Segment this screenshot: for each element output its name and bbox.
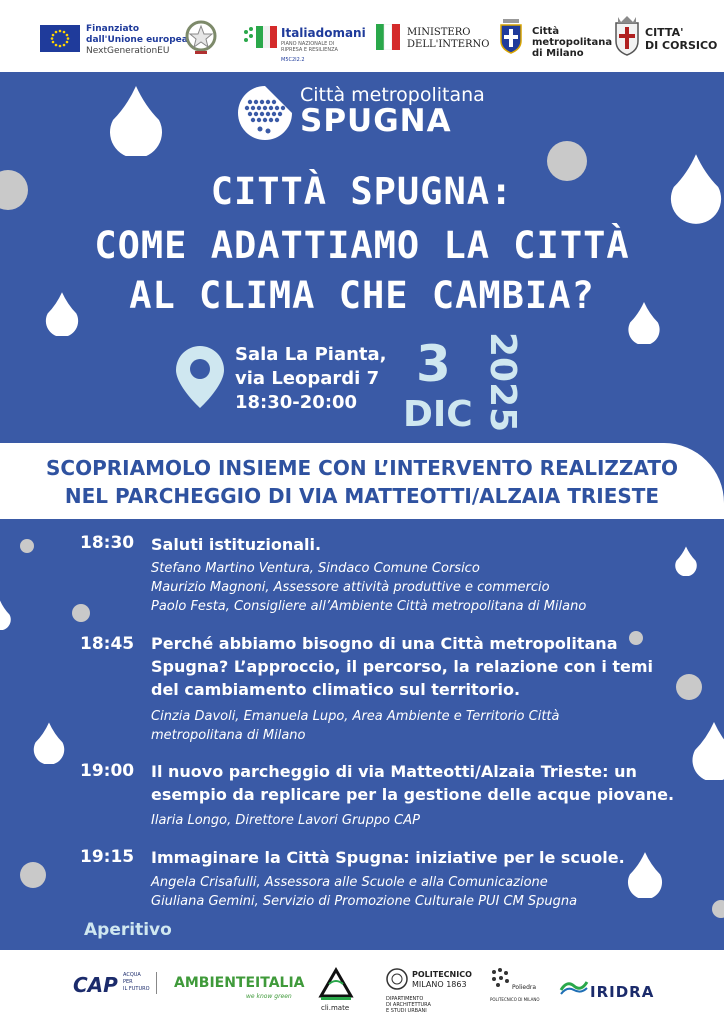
- cap-tag-3: IL FUTURO: [123, 986, 150, 992]
- milano-text-1: Città: [532, 26, 560, 37]
- corsico-crest-icon: [612, 15, 642, 61]
- milano-text-2: metropolitana: [532, 37, 613, 48]
- logo-bar-top: [0, 0, 724, 72]
- aperitivo-label: Aperitivo: [84, 920, 172, 940]
- program-time: 18:45: [80, 634, 135, 654]
- brand-line-1: Città metropolitana: [300, 84, 485, 106]
- event-month: DIC: [403, 394, 473, 435]
- italiadomani-text: Italiadomani: [281, 26, 366, 40]
- eu-text-2: dall'Unione europea: [86, 35, 188, 45]
- subtitle-line-2: NEL PARCHEGGIO DI VIA MATTEOTTI/ALZAIA TRIESTE: [64, 484, 660, 508]
- climate-logo-icon: [315, 966, 357, 1006]
- program-speaker: Giuliana Gemini, Servizio di Promozione Culturale PUI CM Spugna: [151, 894, 578, 909]
- citta-spugna-logo-icon: [234, 84, 296, 144]
- program-speaker: Maurizio Magnoni, Assessore attività produttive e commercio: [151, 580, 550, 595]
- program-time: 19:00: [80, 761, 135, 781]
- title-line-1: CITTÀ SPUGNA:: [210, 170, 514, 213]
- cap-logo: CAP: [73, 973, 118, 997]
- repubblica-emblem-icon: [184, 18, 218, 60]
- polimi-text-2: MILANO 1863: [412, 980, 467, 989]
- event-year: 2025: [482, 332, 523, 433]
- brand-line-2: SPUGNA: [300, 103, 452, 139]
- italiadomani-sub: PIANO NAZIONALE DI RIPRESA E RESILIENZA: [281, 41, 338, 53]
- eu-text-1: Finanziato: [86, 24, 140, 34]
- program-speaker: Ilaria Longo, Direttore Lavori Gruppo CAP: [151, 813, 420, 828]
- program-title: esempio da replicare per la gestione delle acque piovane.: [151, 785, 675, 804]
- ministero-text-1: MINISTERO: [407, 27, 471, 38]
- program-speaker: Angela Crisafulli, Assessora alle Scuole e alla Comunicazione: [151, 875, 548, 890]
- italiadomani-code: M5C2I2.2: [281, 57, 305, 63]
- ambienteitalia-logo: AMBIENTEITALIA: [174, 975, 305, 991]
- milano-text-3: di Milano: [532, 48, 584, 59]
- program-speaker: Cinzia Davoli, Emanuela Lupo, Area Ambiente e Territorio Città: [151, 709, 560, 724]
- location-pin-icon: [176, 346, 224, 412]
- poliedra-sub: POLITECNICO DI MILANO: [490, 997, 540, 1002]
- cap-tag-2: PER: [123, 979, 133, 985]
- event-address: via Leopardi 7: [235, 368, 380, 389]
- subtitle-line-1: SCOPRIAMOLO INSIEME CON L’INTERVENTO REALIZZATO: [46, 456, 678, 480]
- water-drop-icon: [690, 722, 724, 780]
- italian-flag-icon: [376, 24, 400, 50]
- polimi-dept-3: E STUDI URBANI: [386, 1008, 427, 1014]
- ministero-text-2: DELL'INTERNO: [407, 39, 490, 50]
- program-speaker: Paolo Festa, Consigliere all’Ambiente Città metropolitana di Milano: [151, 599, 587, 614]
- decorative-dot: [20, 862, 46, 888]
- polimi-dept-1: DIPARTIMENTO: [386, 996, 424, 1002]
- program-speaker: metropolitana di Milano: [151, 728, 306, 743]
- corsico-text-2: DI CORSICO: [645, 39, 718, 52]
- program-title: Il nuovo parcheggio di via Matteotti/Alzaia Trieste: un: [151, 762, 637, 781]
- ambienteitalia-tag: we know green: [246, 993, 292, 1000]
- climate-text: cli.mate: [321, 1004, 350, 1012]
- polimi-seal-icon: [386, 968, 408, 994]
- italiadomani-logo-icon: [242, 24, 278, 54]
- corsico-text-1: CITTA': [645, 26, 684, 39]
- polimi-dept-2: DI ARCHITETTURA: [386, 1002, 431, 1008]
- iridra-logo-icon: [559, 976, 589, 1000]
- iridra-text: IRIDRA: [590, 983, 655, 1001]
- program-title: Immaginare la Città Spugna: iniziative per le scuole.: [151, 848, 625, 867]
- event-venue: Sala La Pianta,: [235, 344, 387, 365]
- program-time: 18:30: [80, 533, 135, 553]
- poliedra-text: Poliedra: [512, 984, 537, 991]
- program-title: Perché abbiamo bisogno di una Città metropolitana: [151, 634, 618, 653]
- program-title: Spugna? L’approccio, il percorso, la relazione con i temi: [151, 657, 654, 676]
- divider: [156, 972, 157, 994]
- milano-crest-icon: [497, 15, 525, 59]
- event-hours: 18:30-20:00: [235, 392, 358, 413]
- logo-bar-bottom: [0, 950, 724, 1024]
- program-speaker: Stefano Martino Ventura, Sindaco Comune Corsico: [151, 561, 480, 576]
- poliedra-logo-icon: [488, 966, 512, 994]
- program-title: del cambiamento climatico sul territorio.: [151, 680, 521, 699]
- title-line-3: AL CLIMA CHE CAMBIA?: [129, 274, 595, 317]
- water-drop-icon: [32, 722, 66, 764]
- eu-text-3: NextGenerationEU: [86, 46, 170, 56]
- decorative-dot: [712, 900, 724, 918]
- program-time: 19:15: [80, 847, 135, 867]
- water-drop-icon: [107, 86, 165, 156]
- cap-tag-1: ACQUA: [123, 972, 141, 978]
- eu-flag-icon: [40, 25, 80, 52]
- polimi-text-1: POLITECNICO: [412, 970, 472, 979]
- decorative-dot: [20, 539, 34, 553]
- title-line-2: COME ADATTIAMO LA CITTÀ: [94, 224, 630, 267]
- water-drop-icon: [0, 600, 12, 630]
- program-title: Saluti istituzionali.: [151, 535, 322, 554]
- decorative-dot: [72, 604, 90, 622]
- event-day: 3: [416, 335, 451, 393]
